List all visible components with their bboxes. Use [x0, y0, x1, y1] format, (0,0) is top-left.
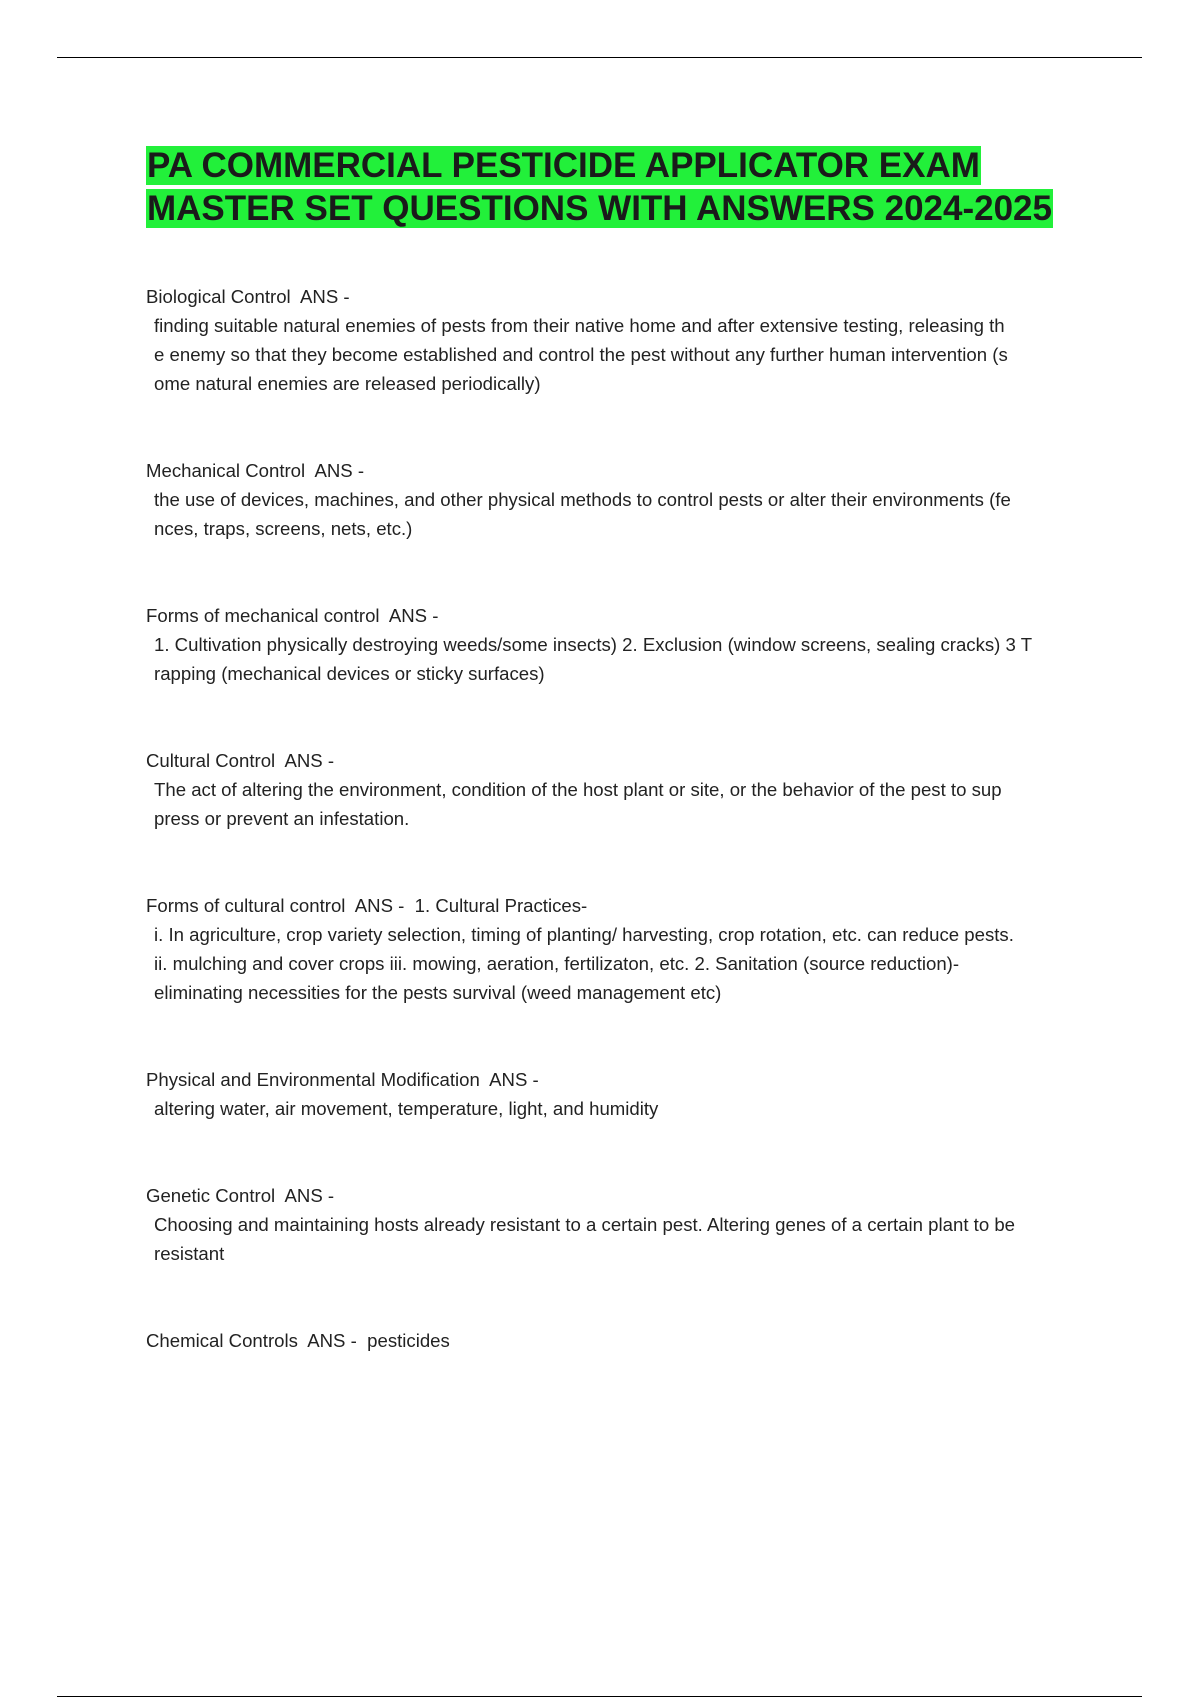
entry-question: Physical and Environmental Modification ANS - [146, 1069, 539, 1090]
entry-answer: The act of altering the environment, condition of the host plant or site, or the behavior of the pest to sup press or prevent an infestation. [154, 779, 1002, 829]
qa-entry [146, 456, 1096, 543]
entry-answer: finding suitable natural enemies of pests from their native home and after extensive testing, releasing th e enemy so that they become established and control the pest without any further human intervention (s ome natural enemies are released periodically) [154, 315, 1008, 394]
entry-question: Cultural Control ANS - [146, 750, 335, 771]
document-body [146, 144, 1096, 1413]
bottom-rule [57, 1696, 1142, 1697]
entry-question: Mechanical Control ANS - [146, 460, 365, 481]
qa-entry [146, 1065, 1096, 1123]
entry-answer: altering water, air movement, temperature, light, and humidity [154, 1098, 659, 1119]
qa-entry [146, 601, 1096, 688]
entry-answer: i. In agriculture, crop variety selection, timing of planting/ harvesting, crop rotation, etc. can reduce pests. ii. mulching and cover crops iii. mowing, aeration, fertilizaton, etc. 2. Sanitation (source reduction)- eliminating necessities for the pests survival (weed management etc) [154, 924, 1014, 1003]
qa-entry [146, 282, 1096, 398]
title-line-2: MASTER SET QUESTIONS WITH ANSWERS 2024-2025 [147, 189, 1052, 228]
qa-entry [146, 1326, 1096, 1355]
qa-entry [146, 891, 1096, 1007]
qa-list [146, 282, 1096, 1355]
entry-question: Genetic Control ANS - [146, 1185, 335, 1206]
qa-entry [146, 746, 1096, 833]
document-title [146, 144, 1096, 230]
qa-entry [146, 1181, 1096, 1268]
entry-question: Forms of cultural control ANS - 1. Cultural Practices- [146, 895, 588, 916]
entry-question: Chemical Controls ANS - [146, 1330, 362, 1351]
top-rule [57, 57, 1142, 58]
entry-answer: the use of devices, machines, and other physical methods to control pests or alter their environments (fe nces, traps, screens, nets, etc.) [154, 489, 1011, 539]
entry-answer: pesticides [367, 1330, 450, 1351]
entry-question: Biological Control ANS - [146, 286, 350, 307]
entry-answer: Choosing and maintaining hosts already resistant to a certain pest. Altering genes of a certain plant to be resistant [154, 1214, 1016, 1264]
entry-question: Forms of mechanical control ANS - [146, 605, 439, 626]
entry-answer: 1. Cultivation physically destroying weeds/some insects) 2. Exclusion (window screens, sealing cracks) 3 T rapping (mechanical devices or sticky surfaces) [154, 634, 1033, 684]
title-line-1: PA COMMERCIAL PESTICIDE APPLICATOR EXAM [147, 146, 980, 185]
